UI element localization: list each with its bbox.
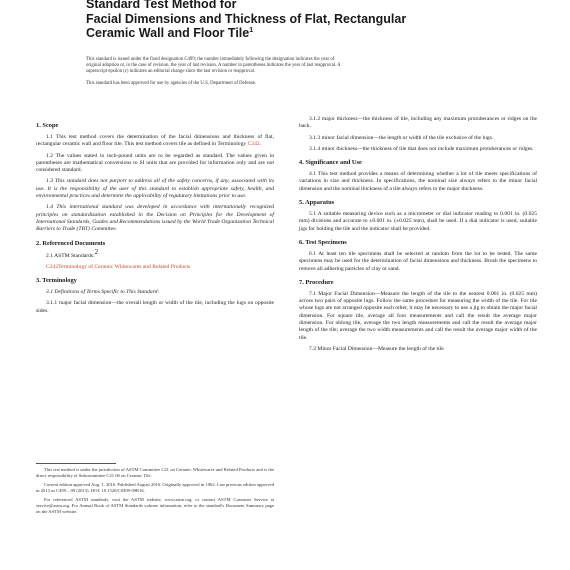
title-line-3-text: Ceramic Wall and Floor Tile <box>86 26 250 40</box>
ref-link-c242[interactable]: C242 <box>247 141 260 148</box>
footnote-rule <box>36 463 116 464</box>
title-block <box>86 0 506 41</box>
title-line-1: Standard Test Method for <box>86 0 237 11</box>
footnote-3: For referenced ASTM standards, visit the ASTM website, www.astm.org, or contact ASTM Customer Service at service@astm.org. For Annual Book of ASTM Standards volume information, refer to the standard's Document Summary page on the ASTM website. <box>36 497 274 514</box>
heading-terminology: 3. Terminology <box>36 277 77 285</box>
notice-line-1: This standard is issued under the fixed designation C499; the number immediately following the designation indicates the year of <box>86 57 335 62</box>
para-3-1-2: 3.1.2 major thickness—the thickness of tile, including any maximum protuberances or ridges on the back. <box>299 116 537 130</box>
ref-c242-code[interactable]: C242 <box>46 263 59 270</box>
para-1-1: 1.1 This test method covers the determination of the facial dimensions and thickness of flat, rectangular ceramic wall and floor tile. This test method covers tile as defined in Terminology C242. <box>36 134 274 148</box>
right-column <box>299 116 537 357</box>
heading-apparatus: 5. Apparatus <box>299 199 335 207</box>
footnote-1: This test method is under the jurisdiction of ASTM Committee C21 on Ceramic Whitewares and Related Products and is the direct responsibility of Subcommittee C21.06 on Ceramic Tile. <box>36 467 274 478</box>
para-6-1: 6.1 At least ten tile specimens shall be selected at random from the lot to be tested. The same specimens may be used for the determination of facial dimensions and thickness. Brush the specimens to remove all adhering particles of clay or sand. <box>299 250 537 272</box>
para-3-1-3: 3.1.3 minor facial dimension—the length or width of the tile exclusive of the lugs. <box>309 134 494 141</box>
heading-procedure: 7. Procedure <box>299 278 334 286</box>
footnote-marker-2: 2 <box>94 247 99 256</box>
notice-line-3: superscript epsilon (ε) indicates an editorial change since the last revision or reapproval. <box>86 69 256 75</box>
para-1-2: 1.2 The values stated in inch-pound units are to be regarded as standard. The values given in parentheses are mathematical conversions to SI units that are provided for information only and are not considered standard. <box>36 152 274 174</box>
title-line-2: Facial Dimensions and Thickness of Flat, Rectangular <box>86 11 407 26</box>
para-1-1-text: 1.1 This test method covers the determination of the facial dimensions and thickness of flat, rectangular ceramic wall and floor tile. This test method covers tile as defined in Terminology <box>36 134 274 148</box>
footnote-2: Current edition approved Aug. 1, 2016. Published August 2016. Originally approved in 1962. Last previous edition approved in 2013 as C499 – 09 (2013). DOI: 10.1520/C0499-09R16. <box>36 482 274 493</box>
para-7-2: 7.2 Minor Facial Dimension—Measure the length of the tile <box>309 345 444 352</box>
title-footnote-marker: 1 <box>249 26 254 34</box>
notice-dod: This standard has been approved for use by agencies of the U.S. Department of Defense. <box>86 80 257 86</box>
standard-notice <box>86 57 486 87</box>
title-line-3 <box>86 26 506 41</box>
left-column <box>36 116 274 319</box>
heading-scope: 1. Scope <box>36 122 59 129</box>
para-1-3: 1.3 This standard does not purport to address all of the safety concerns, if any, associated with its use. It is the responsibility of the user of this standard to establish appropriate safety, health, and environmental practices and determine the applicability of regulatory limitations prior to use. <box>36 178 274 200</box>
ref-c242-title[interactable]: Terminology of Ceramic Whitewares and Related Products <box>58 263 191 270</box>
footnotes <box>36 467 274 518</box>
ref-c242-entry[interactable] <box>36 264 274 271</box>
notice-line-2: original adoption or, in the case of revision, the year of last revision. A number in parentheses indicates the year of last reapproval. A <box>86 63 341 69</box>
heading-referenced-documents: 2. Referenced Documents <box>36 239 106 247</box>
para-3-1-1: 3.1.1 major facial dimension—the overall length or width of the tile, including the lugs on opposite sides. <box>36 300 274 314</box>
heading-significance: 4. Significance and Use <box>299 159 362 167</box>
para-7-1: 7.1 Major Facial Dimension—Measure the length of the tile to the nearest 0.001 in. (0.025 mm) across two pairs of opposite lugs. Follow the same procedure for measuring the width of the tile. For tile whose lugs are not arranged opposite each other, it may be necessary to use a jig to obtain the major facial dimension. For square tile, average all four measurements and call the result the average major dimension. For oblong tile, average the two length measurements and call the result the average major length of the tile; average the two width measurements and call the result the average major width of the tile. <box>299 290 537 341</box>
para-2-1 <box>36 247 274 260</box>
para-3-1-4: 3.1.4 minor thickness—the thickness of tile that does not include maximum protuberances or ridges. <box>309 145 534 152</box>
para-1-4: 1.4 This international standard was developed in accordance with internationally recognized principles on standardization established in the Decision on Principles for the Development of International Standards, Guides and Recommendations issued by the World Trade Organization Technical Barriers to Trade (TBT) Committee. <box>36 204 274 233</box>
para-3-1: 3.1 Definitions of Terms Specific to This Standard: <box>46 289 160 296</box>
para-4-1: 4.1 This test method provides a means of determining whether a lot of tile meets specifications of variations in size and thickness. In specifications, the nominal size always refers to the minor facial dimension and the nominal thickness of a tile always refers to the major thickness. <box>299 171 537 192</box>
para-2-1-text: 2.1 ASTM Standards: <box>46 252 95 259</box>
heading-test-specimens: 6. Test Specimens <box>299 238 347 246</box>
para-5-1: 5.1 A suitable measuring device such as a micrometer or dial indicator reading to 0.001 in. (0.025 mm) divisions and accurate to ±0.001 in. (±0.025 mm), shall be used. If a dial indicator is used, suitable jigs for holding the tile and the indicator shall be provided. <box>299 211 537 232</box>
